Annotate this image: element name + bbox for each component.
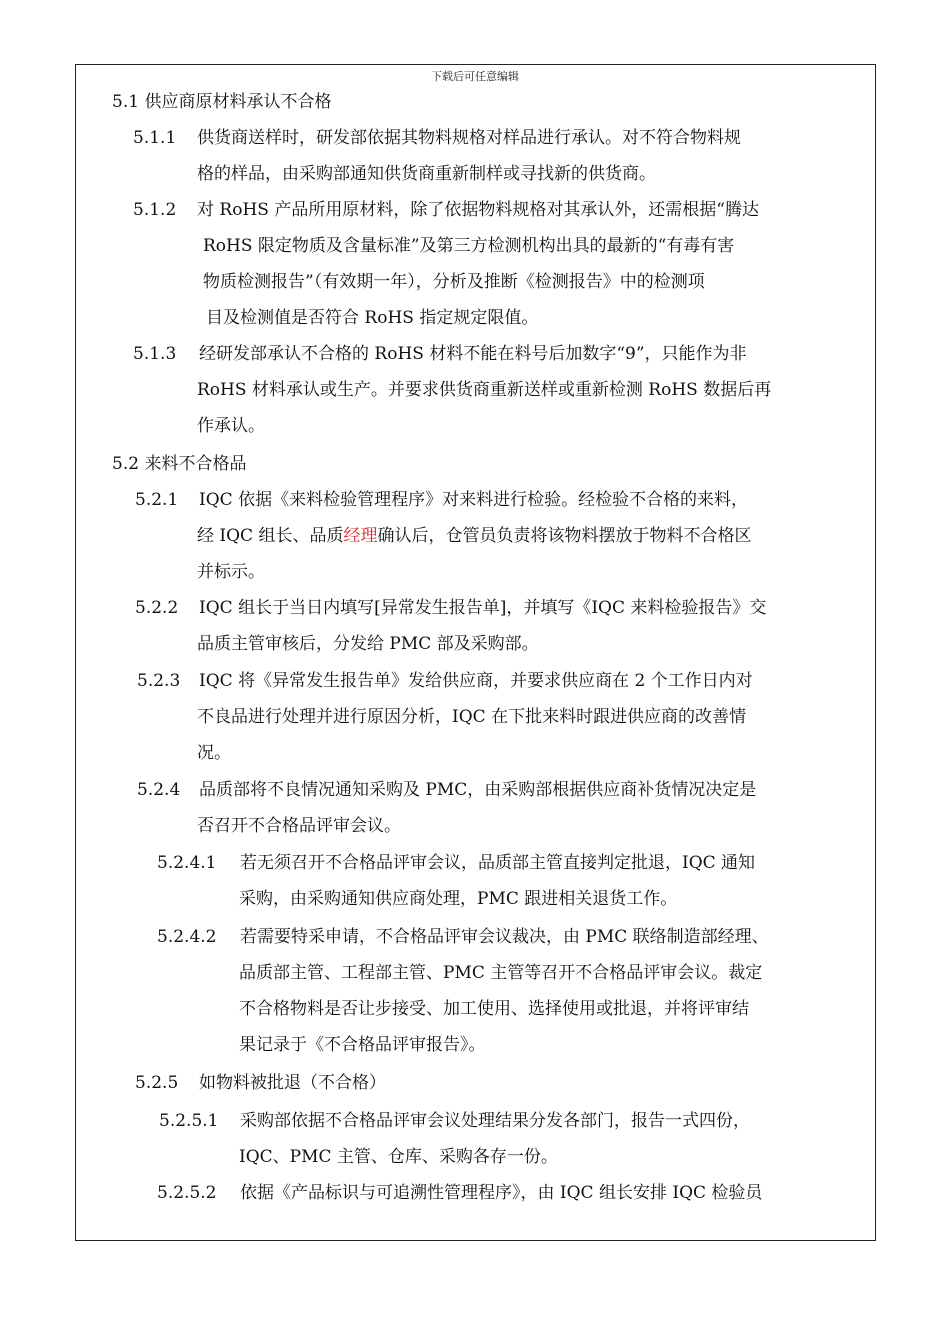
clause-5-1-1 — [133, 120, 741, 156]
clause-line: 不良品进行处理并进行原因分析，IQC 在下批来料时跟进供应商的改善情 — [197, 707, 747, 727]
clause-line: 品质主管审核后，分发给 PMC 部及采购部。 — [197, 634, 539, 654]
clause-line: IQC 依据《来料检验管理程序》对来料进行检验。经检验不合格的来料， — [199, 490, 749, 510]
clause-line: 品质部将不良情况通知采购及 PMC，由采购部根据供应商补货情况决定是 — [199, 780, 757, 800]
section-heading-5-2: 5.2 来料不合格品 — [112, 454, 247, 474]
clause-line: 若需要特采申请，不合格品评审会议裁决，由 PMC 联络制造部经理、 — [240, 927, 769, 947]
clause-line: 果记录于《不合格品评审报告》。 — [239, 1035, 486, 1055]
clause-line: 采购，由采购通知供应商处理，PMC 跟进相关退货工作。 — [239, 889, 678, 909]
clause-text: 确认后，仓管员负责将该物料摆放于物料不合格区 — [377, 526, 752, 546]
clause-line: 格的样品，由采购部通知供货商重新制样或寻找新的供货商。 — [197, 164, 656, 184]
clause-line: RoHS 限定物质及含量标准”及第三方检测机构出具的最新的“有毒有害 — [203, 236, 735, 256]
clause-5-2-4-2 — [157, 919, 769, 955]
clause-line: RoHS 材料承认或生产。并要求供货商重新送样或重新检测 RoHS 数据后再 — [197, 380, 772, 400]
clause-line: IQC、PMC 主管、仓库、采购各存一份。 — [239, 1147, 558, 1167]
clause-5-2-4-1 — [157, 845, 755, 881]
section-heading-5-1: 5.1 供应商原材料承认不合格 — [112, 92, 332, 112]
clause-5-1-2 — [133, 192, 759, 228]
clause-number: 5.2.4.2 — [157, 927, 217, 947]
clause-5-2-5-2 — [157, 1175, 762, 1211]
clause-line: IQC 将《异常发生报告单》发给供应商，并要求供应商在 2 个工作日内对 — [199, 671, 753, 691]
clause-line: 不合格物料是否让步接受、加工使用、选择使用或批退，并将评审结 — [239, 999, 749, 1019]
clause-number: 5.1.3 — [133, 344, 177, 364]
clause-line: 况。 — [197, 743, 231, 763]
clause-line: 若无须召开不合格品评审会议，品质部主管直接判定批退，IQC 通知 — [240, 853, 756, 873]
clause-line: 品质部主管、工程部主管、PMC 主管等召开不合格品评审会议。裁定 — [239, 963, 763, 983]
clause-line: 经研发部承认不合格的 RoHS 材料不能在料号后加数字“9”，只能作为非 — [199, 344, 747, 364]
clause-line: 并标示。 — [197, 562, 265, 582]
clause-line: 目及检测值是否符合 RoHS 指定规定限值。 — [206, 308, 539, 328]
clause-5-2-5 — [135, 1065, 386, 1101]
clause-5-2-3 — [137, 663, 753, 699]
clause-5-2-1 — [135, 482, 748, 518]
clause-line: 采购部依据不合格品评审会议处理结果分发各部门，报告一式四份， — [240, 1111, 750, 1131]
clause-number: 5.2.1 — [135, 490, 179, 510]
clause-line: 如物料被批退（不合格） — [199, 1073, 386, 1093]
clause-5-1-3 — [133, 336, 747, 372]
clause-number: 5.2.4 — [137, 780, 181, 800]
clause-number: 5.2.2 — [135, 598, 179, 618]
clause-5-2-2 — [135, 590, 766, 626]
clause-number: 5.2.4.1 — [157, 853, 217, 873]
clause-number: 5.2.3 — [137, 671, 181, 691]
header-note: 下载后可任意编辑 — [431, 70, 519, 83]
clause-number: 5.2.5 — [135, 1073, 179, 1093]
clause-5-2-4 — [137, 772, 756, 808]
clause-line: 对 RoHS 产品所用原材料，除了依据物料规格对其承认外，还需根据“腾达 — [197, 200, 760, 220]
clause-number: 5.2.5.1 — [159, 1111, 219, 1131]
clause-number: 5.1.1 — [133, 128, 177, 148]
clause-number: 5.2.5.2 — [157, 1183, 217, 1203]
clause-line: 依据《产品标识与可追溯性管理程序》，由 IQC 组长安排 IQC 检验员 — [240, 1183, 763, 1203]
clause-5-2-5-1 — [159, 1103, 750, 1139]
clause-number: 5.1.2 — [133, 200, 177, 220]
clause-line — [197, 518, 751, 554]
clause-line: IQC 组长于当日内填写[异常发生报告单]，并填写《IQC 来料检验报告》交 — [199, 598, 767, 618]
clause-line: 作承认。 — [197, 416, 265, 436]
clause-line: 否召开不合格品评审会议。 — [197, 816, 401, 836]
clause-text: 经 IQC 组长、品质 — [197, 526, 344, 546]
highlighted-text: 经理 — [343, 526, 378, 546]
clause-line: 供货商送样时，研发部依据其物料规格对样品进行承认。对不符合物料规 — [197, 128, 741, 148]
clause-line: 物质检测报告”（有效期一年），分析及推断《检测报告》中的检测项 — [203, 272, 705, 292]
